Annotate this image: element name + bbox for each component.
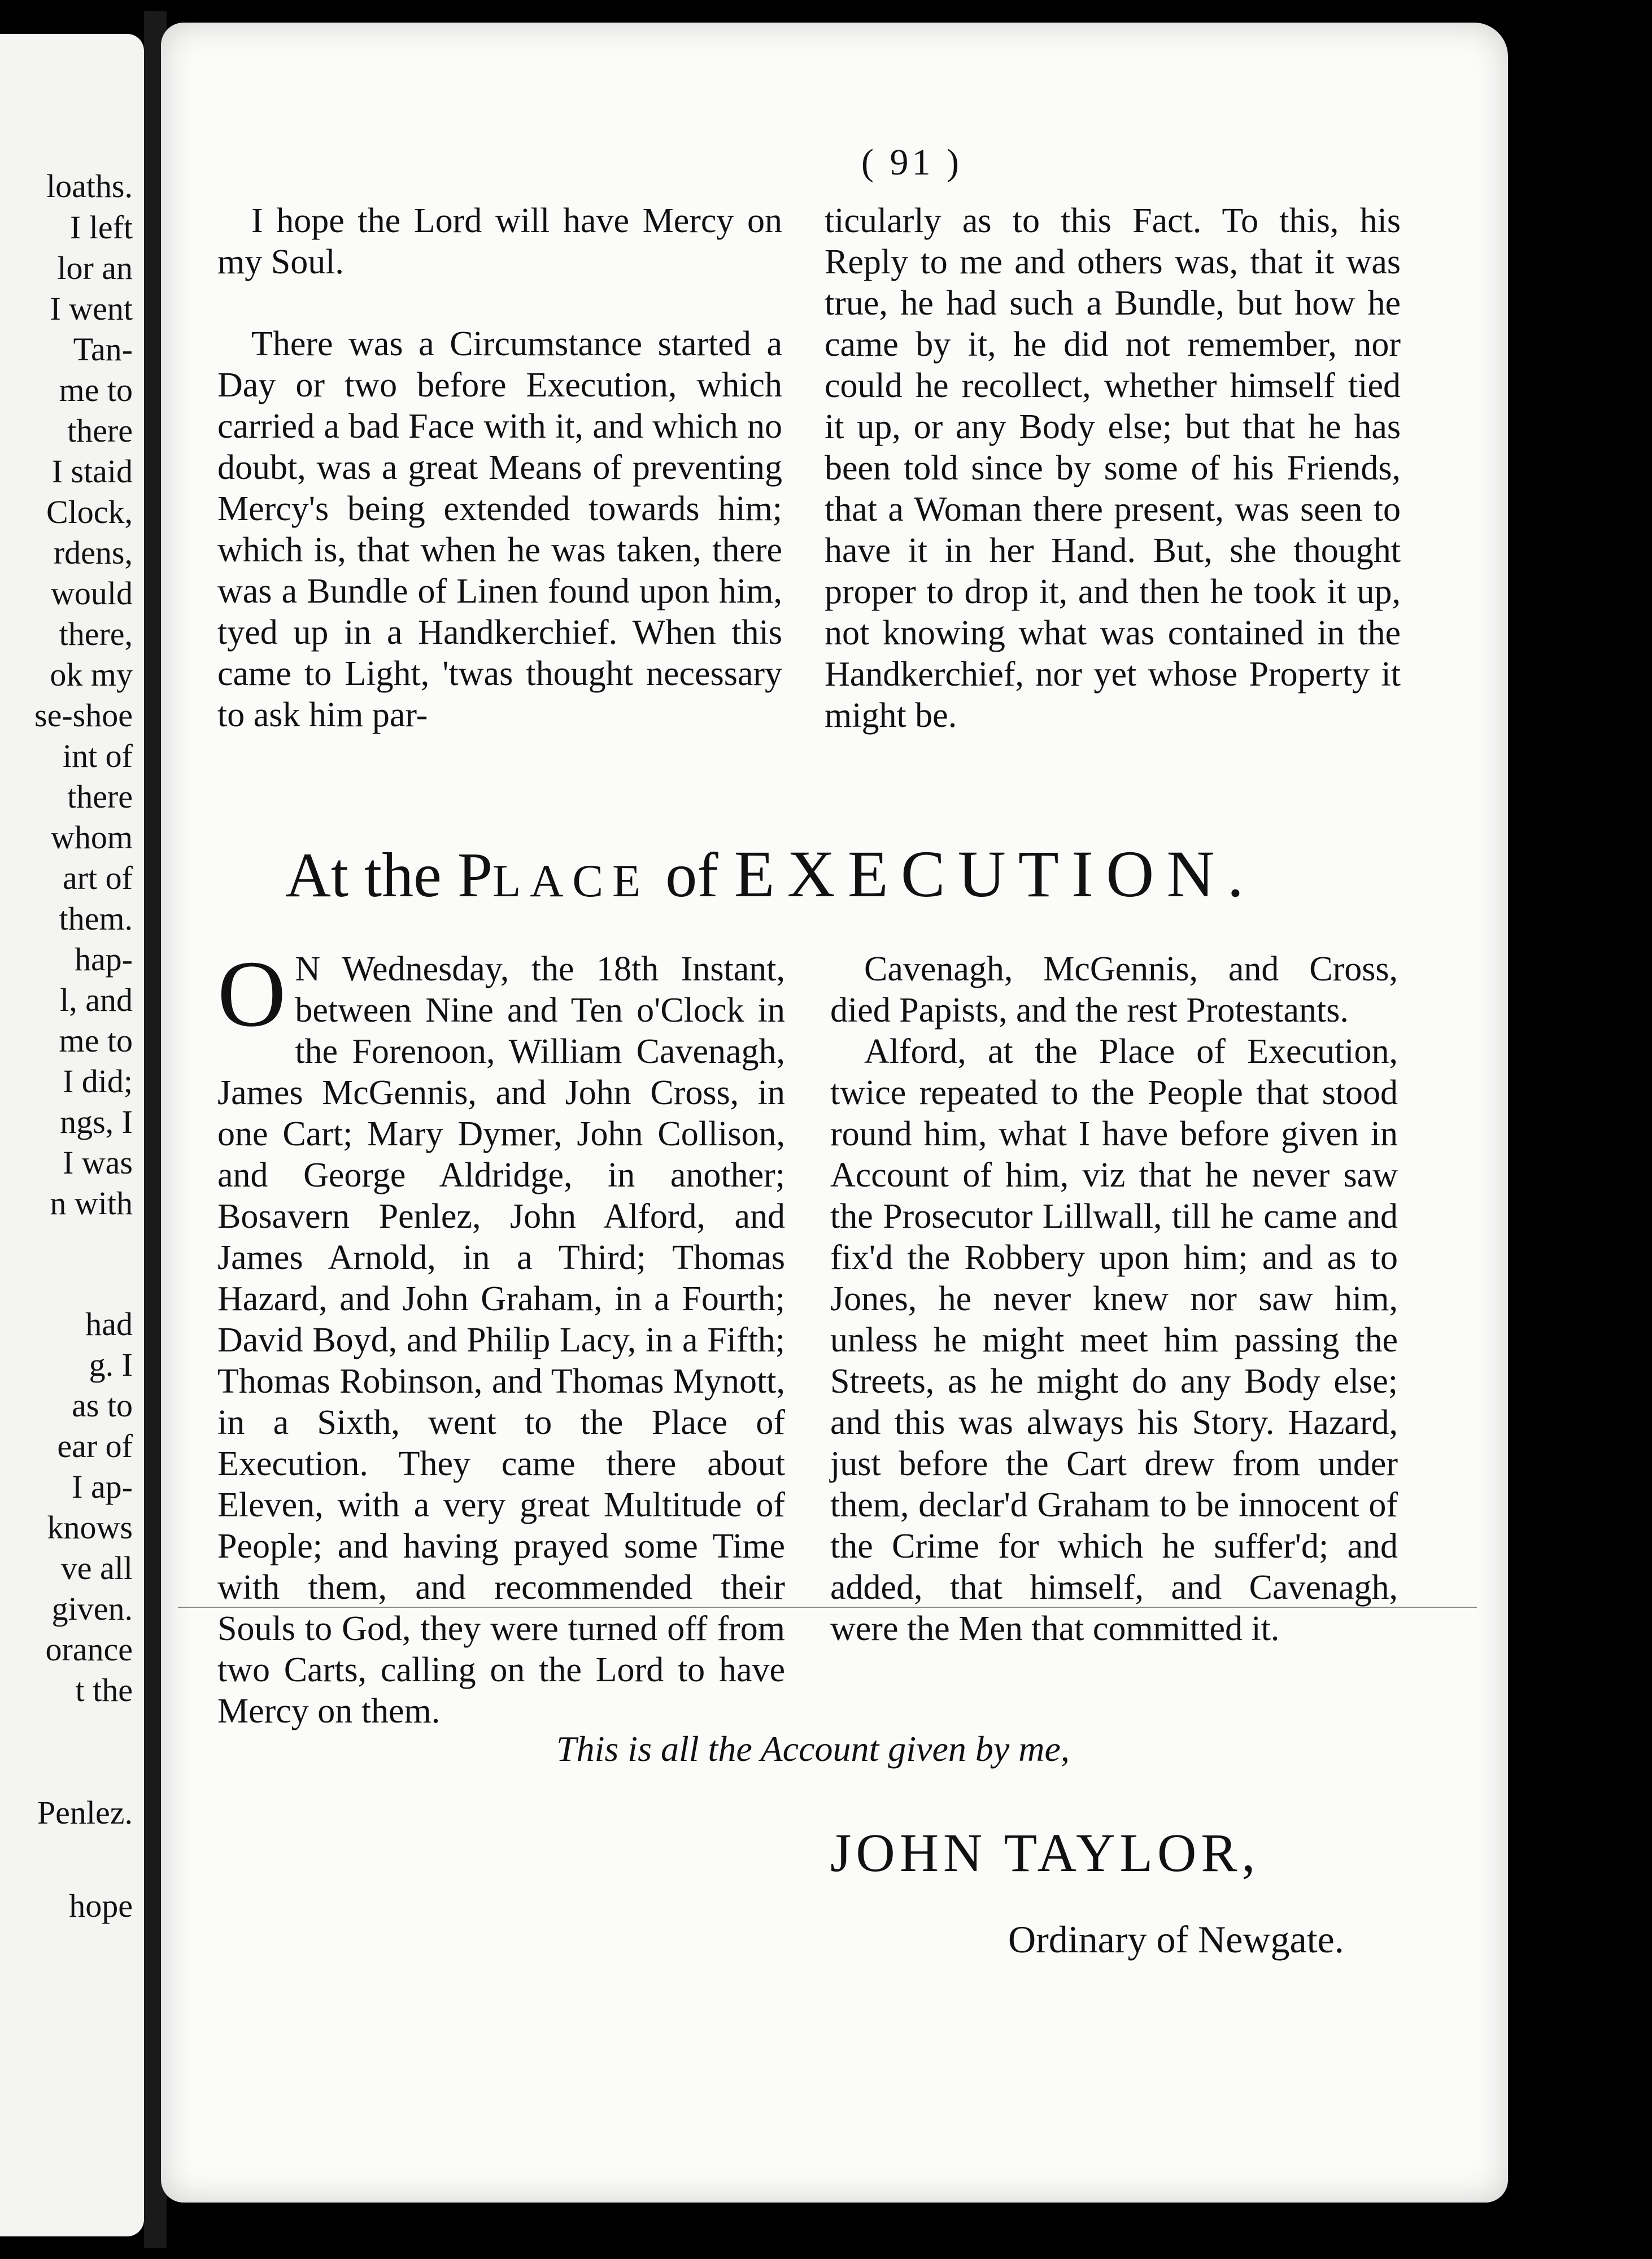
left-page-line: rdens, <box>53 534 133 571</box>
left-page-line: Tan- <box>73 331 133 368</box>
left-page-line: orance <box>45 1631 133 1668</box>
paragraph-religion: Cavenagh, McGennis, and Cross, died Papists, and the rest Protestants. <box>830 950 1398 1030</box>
page-number: ( 91 ) <box>861 142 962 183</box>
left-page-line: Clock, <box>46 494 133 530</box>
left-page-line: I ap- <box>72 1468 133 1505</box>
heading-part-4: of <box>650 840 734 910</box>
heading-part-1: At the <box>285 840 457 910</box>
left-page-line: ve all <box>60 1550 133 1586</box>
left-page-line: there <box>67 412 133 449</box>
left-page-line: ngs, I <box>60 1104 133 1140</box>
signature-office: Ordinary of Newgate. <box>1008 1918 1344 1961</box>
scan-line <box>178 1607 1477 1608</box>
left-page-line: n with <box>50 1185 133 1222</box>
left-page-line: I left <box>69 209 133 246</box>
paragraph-circumstance: There was a Circumstance started a Day or two before Execution, which carried a bad Face with it, and which no doubt, was a great Means of preventing Mercy's being extended towards him; which is, that when he was taken, there was a Bundle of Linen found upon him, tyed up in a Handkerchief. When this came to Light, 'twas thought necessary to ask him par- <box>217 325 782 734</box>
left-page-line: hap- <box>74 941 133 978</box>
heading-part-5: EXECUTION. <box>734 837 1257 911</box>
section-heading <box>285 836 1256 913</box>
left-page-line: knows <box>47 1509 133 1546</box>
left-page-line: there, <box>59 616 133 652</box>
left-page-line: se-shoe <box>34 697 133 734</box>
left-page-line: I did; <box>62 1063 133 1100</box>
page <box>161 23 1508 2203</box>
left-page-line: ear of <box>57 1428 133 1464</box>
left-page-line: I staid <box>51 453 133 490</box>
left-page-line: l, and <box>60 982 133 1018</box>
left-page-line: me to <box>59 372 133 408</box>
heading-part-2: P <box>457 840 493 910</box>
left-page-line: I went <box>50 290 133 327</box>
drop-cap: O <box>217 941 286 1046</box>
left-page-line: had <box>85 1306 133 1342</box>
paragraph-prayer: I hope the Lord will have Mercy on my Soul. <box>217 202 782 281</box>
left-page-line: art of <box>63 860 133 896</box>
top-right-column <box>825 200 1401 736</box>
left-page-line: I was <box>62 1144 133 1181</box>
left-page-line: Penlez. <box>37 1794 133 1831</box>
paragraph-reply: ticularly as to this Fact. To this, his Reply to me and others was, that it was true, he had such a Bundle, but how he came by it, he did not remember, nor could he recollect, whether himself tied it up, or any Body else; but that he has been told since by some of his Friends, that a Woman there present, was seen to have it in her Hand. But, she thought proper to drop it, and then he took it up, not knowing what was contained in the Handkerchief, nor yet whose Property it might be. <box>825 202 1401 735</box>
left-page-line: them. <box>59 900 133 937</box>
left-page-line: hope <box>69 1887 133 1924</box>
top-left-column <box>217 200 782 736</box>
left-page-line: there <box>67 778 133 815</box>
heading-part-3: LACE <box>492 855 650 906</box>
left-page-line: given. <box>51 1590 133 1627</box>
bottom-left-column <box>217 941 785 1732</box>
closing-statement: This is all the Account given by me, <box>556 1729 1070 1769</box>
left-page-line: g. I <box>89 1346 133 1383</box>
paragraph-execution-day: N Wednesday, the 18th Instant, between Nine and Ten o'Clock in the Forenoon, William Cavenagh, James McGennis, and John Cross, in one Cart; Mary Dymer, John Collison, and George Aldridge, in another; Bosavern Penlez, John Alford, and James Arnold, in a Third; Thomas Hazard, and John Graham, in a Fourth; David Boyd, and Philip Lacy, in a Fifth; Thomas Robinson, and Thomas Mynott, in a Sixth, went to the Place of Execution. They came there about Eleven, with a very great Multitude of People; and having prayed some Time with them, and recommended their Souls to God, they were turned off from two Carts, calling on the Lord to have Mercy on them. <box>217 950 785 1730</box>
left-page-line: ok my <box>50 656 133 693</box>
paragraph-alford: Alford, at the Place of Execution, twice repeated to the People that stood round him, what I have before given in Account of him, viz that he never saw the Prosecutor Lillwall, till he came and fix'd the Robbery upon him; and as to Jones, he never knew nor saw him, unless he might meet him passing the Streets, as he might do any Body else; and this was always his Story. Hazard, just before the Cart drew from under them, declar'd Graham to be innocent of the Crime for which he suffer'd; and added, that himself, and Cavenagh, were the Men that committed it. <box>830 1032 1398 1648</box>
left-page-line: as to <box>72 1387 133 1424</box>
left-page-line: me to <box>59 1022 133 1059</box>
left-page-line: loaths. <box>46 168 133 204</box>
signature-name: JOHN TAYLOR, <box>830 1822 1260 1883</box>
left-page-line: whom <box>51 819 133 856</box>
left-page-line: int of <box>62 738 133 774</box>
left-facing-page <box>0 34 144 2236</box>
left-page-line: t the <box>75 1672 133 1708</box>
left-page-line: lor an <box>57 250 133 286</box>
bottom-right-column <box>830 949 1398 1650</box>
left-page-line: would <box>51 575 133 612</box>
